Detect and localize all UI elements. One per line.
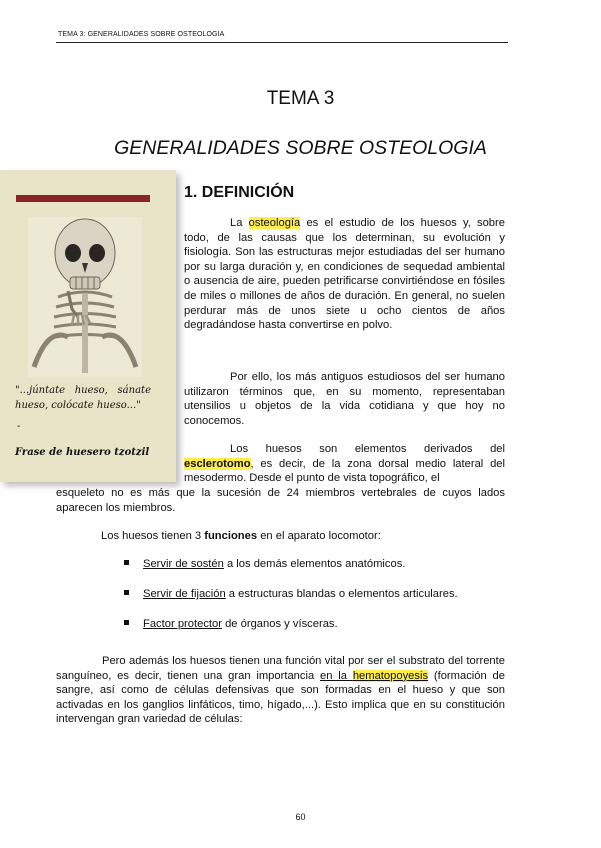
text-run: , es decir, de la zona dorsal medio lateral del mesodermo. Desde el punto de vista topográfico, el <box>184 457 505 485</box>
underlined-term: Servir de fijación <box>143 588 226 600</box>
chapter-title: GENERALIDADES SOBRE OSTEOLOGIA <box>114 137 487 159</box>
paragraph-definition <box>184 216 505 333</box>
highlighted-term: esclerotomo <box>184 457 251 470</box>
text-run: es el estudio de los huesos y, sobre todo, de las causas que los determinan, su evolución y fisiología. Son las estructuras mejor estudiadas del ser humano por su larga duración y, en condiciones de sequedad ambiental o ausencia de aire, pueden petrificarse convirtiéndose en fósiles de miles o millones de años de duración. En general, no suelen perdurar más de unos siete u ocho cientos de años degradándose hasta convertirse en polvo. <box>184 217 505 332</box>
text-run: en el aparato locomotor: <box>257 530 381 542</box>
header-rule <box>56 42 508 43</box>
text-run: Pero además los huesos tienen una función vital por ser el substrato del torrente sanguíneo, es decir, tienen una gran importancia <box>56 655 505 682</box>
list-item <box>124 618 338 630</box>
underlined-term: en la <box>320 669 353 682</box>
paragraph-functions-intro <box>101 529 505 544</box>
running-header: TEMA 3: GENERALIDADES SOBRE OSTEOLOGIA <box>58 31 225 38</box>
highlighted-term: hematopoyesis <box>352 669 429 682</box>
sidebar-box <box>0 170 176 482</box>
text-run: La <box>230 217 249 229</box>
underlined-term: Servir de sostén <box>143 558 224 570</box>
bullet-icon <box>124 590 129 595</box>
chapter-number: TEMA 3 <box>266 88 335 109</box>
list-item <box>124 558 405 570</box>
bold-term: funciones <box>204 530 258 542</box>
text-run: (formación de sangre, así como de células defensivas que son formadas en el hueso y que son activadas en los ganglios linfáticos, timo, hígado,...). Esto implica que en su constitución intervengan gran variedad de células: <box>56 669 505 726</box>
paragraph-hematopoiesis <box>56 654 505 727</box>
bullet-icon <box>124 620 129 625</box>
highlighted-term: osteología <box>248 217 301 229</box>
paragraph-origin <box>184 442 505 486</box>
sidebar-accent-bar <box>16 195 150 202</box>
text-run: a estructuras blandas o elementos articulares. <box>225 588 458 600</box>
text-run: Los huesos tienen 3 <box>101 530 205 542</box>
page-number: 60 <box>295 812 306 822</box>
sidebar-attribution: Frase de huesero tzotzil <box>15 447 150 458</box>
text-run: Los huesos son elementos derivados del <box>230 443 505 455</box>
sidebar-dash: - <box>17 421 21 432</box>
text-run: a los demás elementos anatómicos. <box>223 558 406 570</box>
paragraph-history: Por ello, los más antiguos estudiosos del ser humano utilizaron términos que, en su momento, representaban utensilios u objetos de la vida cotidiana y que hoy no conocemos. <box>184 371 505 427</box>
text-run: de órganos y vísceras. <box>221 618 338 630</box>
skeleton-image <box>28 217 142 377</box>
underlined-term: Factor protector <box>143 618 222 630</box>
bullet-icon <box>124 560 129 565</box>
paragraph-origin-continued: esqueleto no es más que la sucesión de 24 miembros vertebrales de cuyos lados aparecen los miembros. <box>56 487 505 514</box>
list-item <box>124 588 458 600</box>
section-heading: 1. DEFINICIÓN <box>184 184 295 201</box>
sidebar-quote: "...júntate hueso, sánate hueso, colócate hueso..." <box>15 385 151 411</box>
